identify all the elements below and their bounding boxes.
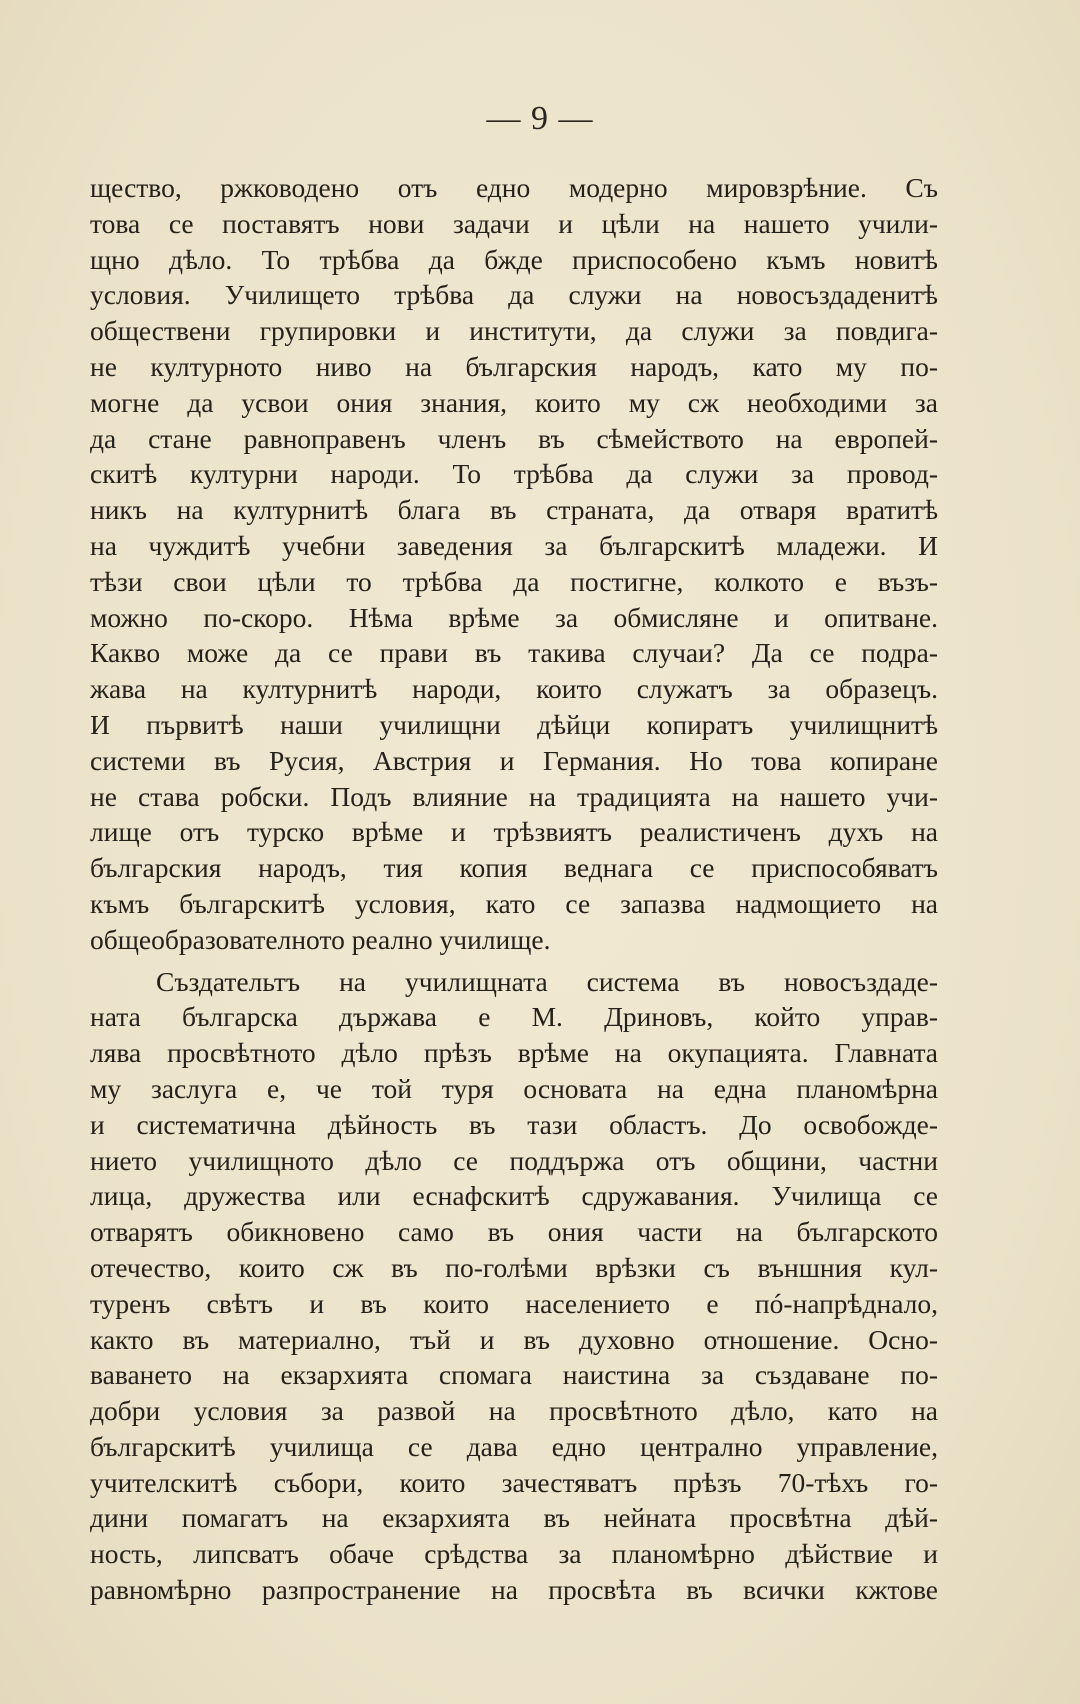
text-line: българскитѣ училища се дава едно централно управление, — [90, 1430, 938, 1462]
text-line: Създательтъ на училищната система въ новосъздаде- — [156, 965, 938, 997]
text-line: обществени групировки и институти, да служи за повдига- — [90, 315, 938, 347]
text-line: ваването на екзархията спомага наистина за създаване по- — [90, 1359, 938, 1391]
text-line: на чуждитѣ учебни заведения за българскитѣ младежи. И — [90, 529, 938, 561]
text-line: Какво може да се прави въ такива случаи? Да се подра- — [90, 637, 938, 669]
text-line: къмъ българскитѣ условия, като се запазва надмощието на — [90, 887, 938, 919]
text-line: жава на културнитѣ народи, които служатъ за образецъ. — [90, 673, 938, 705]
text-line: тѣзи свои цѣли то трѣбва да постигне, колкото е възъ- — [90, 565, 938, 597]
text-line: отварятъ обикновено само въ ония части на българското — [90, 1216, 938, 1248]
text-line: дини помагатъ на екзархията въ нейната просвѣтна дѣй- — [90, 1502, 938, 1534]
text-line: не става робски. Подъ влияние на традицията на нашето учи- — [90, 780, 938, 812]
text-line: му заслуга е, че той туря основата на една планомѣрна — [90, 1072, 938, 1104]
paragraph-1 — [90, 170, 938, 958]
text-line: добри условия за развой на просвѣтното дѣло, като на — [90, 1395, 938, 1427]
text-line: ната българска държава е М. Дриновъ, който управ- — [90, 1001, 938, 1033]
text-line: могне да усвои ония знания, които му сж необходими за — [90, 386, 938, 418]
text-line: можно по-скоро. Нѣма врѣме за обмисляне и опитване. — [90, 601, 938, 633]
text-line: общеобразователното реално училище. — [90, 923, 551, 955]
text-line: нието училищното дѣло се поддържа отъ общини, частни — [90, 1144, 938, 1176]
text-line: да стане равноправенъ членъ въ сѣмейството на европей- — [90, 422, 938, 454]
page-number: — 9 — — [486, 100, 594, 137]
text-line: както въ материално, тъй и въ духовно отношение. Осно- — [90, 1323, 938, 1355]
text-line: лище отъ турско врѣме и трѣзвиятъ реалистиченъ духъ на — [90, 816, 938, 848]
text-line: скитѣ културни народи. То трѣбва да служи за провод- — [90, 458, 938, 490]
text-line: щество, ржководено отъ едно модерно мировзрѣние. Съ — [90, 172, 938, 203]
text-line: условия. Училището трѣбва да служи на новосъздаденитѣ — [90, 279, 938, 311]
text-line: щно дѣло. То трѣбва да бжде приспособено къмъ новитѣ — [90, 243, 938, 275]
text-line: равномѣрно разпространение на просвѣта въ всички кжтове — [90, 1574, 938, 1606]
text-line: ность, липсватъ обаче срѣдства за планомѣрно дѣйствие и — [90, 1538, 938, 1570]
text-line: и систематична дѣйность въ тази областъ. До освобожде- — [90, 1108, 938, 1140]
text-line: не културното ниво на българския народъ, като му по- — [90, 350, 938, 382]
text-line: отечество, които сж въ по-голѣми врѣзки съ външния кул- — [90, 1251, 938, 1283]
text-line: И първитѣ наши училищни дѣйци копиратъ училищнитѣ — [90, 708, 938, 740]
text-line: туренъ свѣтъ и въ които населението е пó-напрѣднало, — [90, 1287, 938, 1319]
paragraph-2 — [90, 964, 938, 1608]
text-line: никъ на културнитѣ блага въ страната, да отваря вратитѣ — [90, 494, 938, 526]
text-line: лица, дружества или еснафскитѣ сдружавания. Училища се — [90, 1180, 938, 1212]
text-line: лява просвѣтното дѣло прѣзъ врѣме на окупацията. Главната — [90, 1037, 938, 1069]
text-line: българския народъ, тия копия веднага се приспособяватъ — [90, 852, 938, 884]
text-line: системи въ Русия, Австрия и Германия. Но това копиране — [90, 744, 938, 776]
text-line: учителскитѣ събори, които зачестяватъ прѣзъ 70-тѣхъ го- — [90, 1466, 938, 1498]
text-line: това се поставятъ нови задачи и цѣли на нашето учили- — [90, 207, 938, 239]
body-text — [90, 170, 938, 1608]
